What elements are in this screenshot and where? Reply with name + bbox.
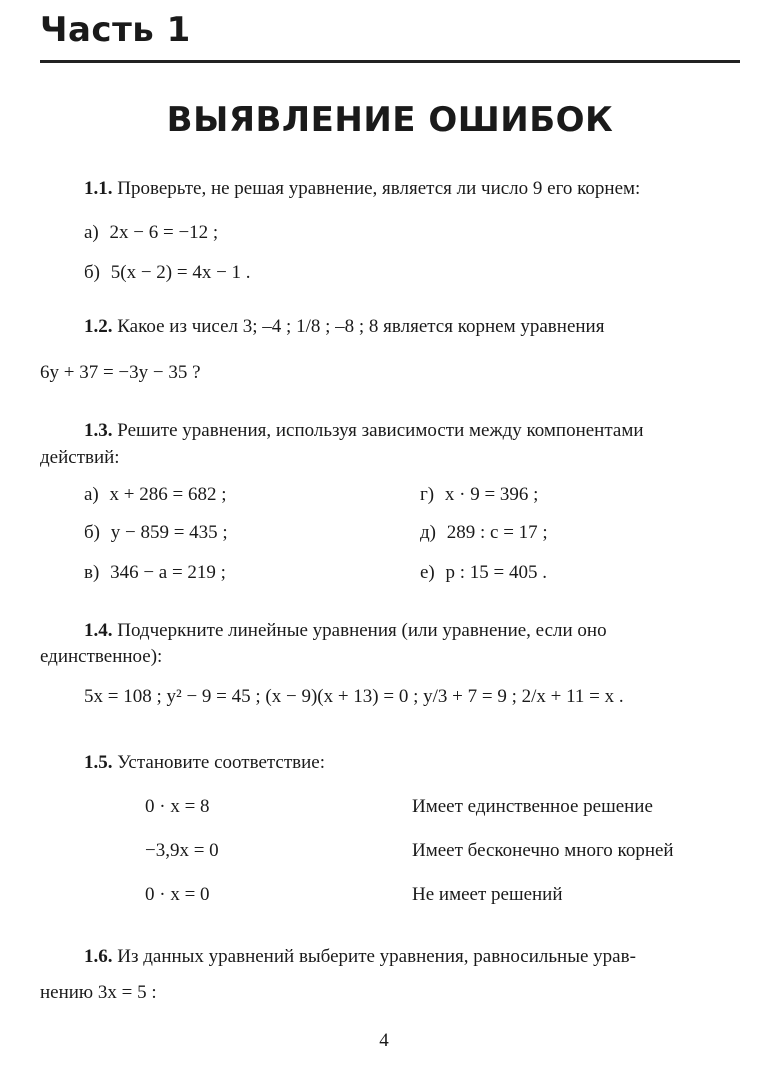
problem-1-2-equation: 6y + 37 = −3y − 35 ? [40, 362, 201, 383]
problem-1-3 [84, 420, 644, 442]
header-rule [40, 60, 740, 63]
item-label: в) [84, 562, 100, 583]
problem-1-4-equations: 5x = 108 ; y² − 9 = 45 ; (x − 9)(x + 13) = 0 ; y/3 + 7 = 9 ; 2/x + 11 = x . [84, 686, 624, 707]
problem-1-1-a [84, 222, 218, 244]
match-right-item: Не имеет решений [412, 884, 563, 905]
item-label: б) [84, 262, 100, 283]
equation: 346 − a = 219 ; [110, 562, 226, 583]
problem-1-3-e [420, 522, 548, 544]
problem-1-6-line2: нению 3x = 5 : [40, 982, 157, 1003]
problem-text: Из данных уравнений выберите уравнения, равносильные урав- [117, 946, 636, 967]
match-right-item: Имеет единственное решение [412, 796, 653, 817]
equation: x + 286 = 682 ; [109, 484, 227, 505]
problem-number: 1.4. [84, 620, 113, 641]
problem-1-2 [84, 316, 738, 338]
item-label: б) [84, 522, 100, 543]
equation: 5(x − 2) = 4x − 1 . [110, 262, 251, 283]
problem-number: 1.2. [84, 316, 113, 337]
equation: y − 859 = 435 ; [110, 522, 228, 543]
page-number: 4 [379, 1030, 389, 1051]
match-right-item: Имеет бесконечно много корней [412, 840, 674, 861]
problem-1-1-b [84, 262, 251, 284]
item-label: д) [420, 522, 436, 543]
item-label: г) [420, 484, 435, 505]
item-label: а) [84, 484, 99, 505]
problem-1-3-c [84, 562, 226, 584]
problem-1-6 [84, 946, 636, 968]
match-left-item: 0 · x = 0 [145, 884, 210, 905]
match-left-item: 0 · x = 8 [145, 796, 210, 817]
problem-text: Проверьте, не решая уравнение, является ли число 9 его корнем: [117, 178, 641, 199]
problem-text: Решите уравнения, используя зависимости между компонентами [117, 420, 644, 441]
equation: 2x − 6 = −12 ; [109, 222, 219, 243]
equation: p : 15 = 405 . [445, 562, 548, 583]
problem-1-3-d [420, 484, 538, 506]
problem-number: 1.3. [84, 420, 113, 441]
problem-number: 1.6. [84, 946, 113, 967]
problem-1-3-b [84, 522, 228, 544]
problem-text: Подчеркните линейные уравнения (или уравнение, если оно [117, 620, 607, 641]
problem-1-3-line2: действий: [40, 447, 120, 468]
problem-1-3-f [420, 562, 547, 584]
part-header: Часть 1 [40, 10, 191, 50]
equation: 289 : c = 17 ; [446, 522, 548, 543]
problem-number: 1.1. [84, 178, 113, 199]
problem-1-5 [84, 752, 325, 774]
problem-text: Какое из чисел 3; –4 ; 1/8 ; –8 ; 8 является корнем уравнения [117, 316, 605, 337]
problem-1-3-a [84, 484, 226, 506]
item-label: а) [84, 222, 99, 243]
equation: x · 9 = 396 ; [444, 484, 539, 505]
problem-number: 1.5. [84, 752, 113, 773]
item-label: е) [420, 562, 435, 583]
problem-text: Установите соответствие: [117, 752, 326, 773]
problem-1-4 [84, 620, 607, 642]
match-left-item: −3,9x = 0 [145, 840, 219, 861]
problem-1-1 [84, 178, 640, 200]
problem-1-4-line2: единственное): [40, 646, 163, 667]
page-title: ВЫЯВЛЕНИЕ ОШИБОК [166, 100, 614, 140]
